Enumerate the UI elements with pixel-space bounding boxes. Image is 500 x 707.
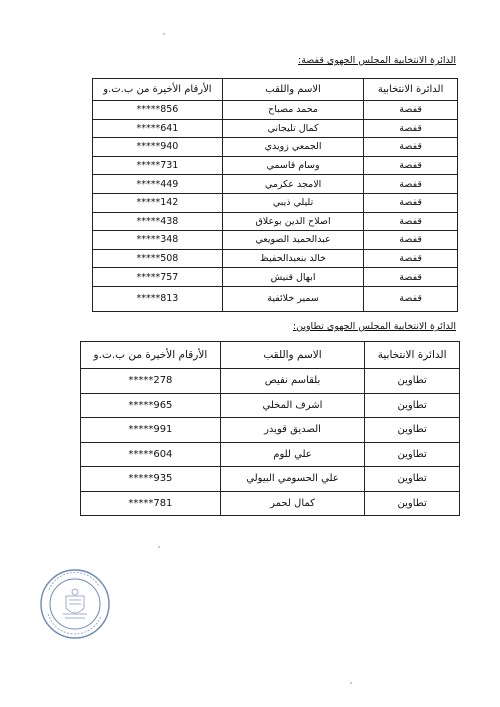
district-cell: قفصة	[364, 119, 458, 138]
district-cell: قفصة	[364, 212, 458, 231]
name-cell: اشرف المخلي	[220, 393, 364, 418]
candidates-table-gafsa	[92, 78, 458, 312]
id-digits-value: *****940	[136, 141, 179, 153]
id-digits-cell	[81, 467, 221, 492]
name-cell: سمير خلائفية	[222, 286, 363, 311]
id-digits-value: *****604	[128, 448, 173, 460]
header-digits: الأرقام الأخيرة من ب.ت.و	[93, 79, 223, 101]
district-cell: قفصة	[364, 286, 458, 311]
id-digits-value: *****757	[136, 271, 179, 283]
district-cell: تطاوين	[365, 442, 460, 467]
id-digits-cell	[93, 193, 223, 212]
district-cell: قفصة	[364, 193, 458, 212]
id-digits-value: *****781	[128, 497, 173, 509]
id-digits-value: *****641	[136, 122, 179, 134]
name-cell: كمال لحمر	[220, 491, 364, 516]
id-digits-cell	[93, 286, 223, 311]
id-digits-value: *****991	[128, 424, 173, 436]
id-digits-value: *****935	[128, 473, 173, 485]
header-district: الدائرة الانتخابية	[365, 342, 460, 369]
id-digits-value: *****813	[136, 293, 179, 305]
speck	[158, 546, 160, 548]
table-row	[81, 369, 460, 394]
name-cell: خالد بنعبدالحفيظ	[222, 249, 363, 268]
section-heading-gafsa: الدائرة الانتخابية المجلس الجهوي قفصة:	[298, 55, 456, 66]
table-row	[93, 286, 458, 311]
name-cell: تليلي ذيبي	[222, 193, 363, 212]
table-row	[81, 418, 460, 443]
name-cell: وسام قاسمي	[222, 156, 363, 175]
district-cell: قفصة	[364, 249, 458, 268]
id-digits-value: *****438	[136, 215, 179, 227]
district-cell: قفصة	[364, 101, 458, 120]
district-cell: قفصة	[364, 156, 458, 175]
name-cell: الامجد عكرمي	[222, 175, 363, 194]
district-cell: قفصة	[364, 268, 458, 287]
name-cell: محمد مصباح	[222, 101, 363, 120]
table-header-row	[93, 79, 458, 101]
district-cell: تطاوين	[365, 491, 460, 516]
name-cell: علي الحسومي البيولي	[220, 467, 364, 492]
table-row	[93, 193, 458, 212]
district-cell: تطاوين	[365, 393, 460, 418]
id-digits-value: *****278	[128, 375, 173, 387]
id-digits-cell	[81, 369, 221, 394]
id-digits-cell	[93, 101, 223, 120]
official-seal	[39, 568, 111, 640]
id-digits-cell	[93, 249, 223, 268]
district-cell: تطاوين	[365, 467, 460, 492]
table-row	[81, 442, 460, 467]
id-digits-value: *****508	[136, 253, 179, 265]
name-cell: اصلاح الدين بوعلاق	[222, 212, 363, 231]
id-digits-value: *****965	[128, 399, 173, 411]
name-cell: الجمعي زويدي	[222, 138, 363, 157]
id-digits-cell	[93, 138, 223, 157]
id-digits-value: *****348	[136, 234, 179, 246]
header-name: الاسم واللقب	[220, 342, 364, 369]
id-digits-cell	[81, 418, 221, 443]
id-digits-cell	[81, 442, 221, 467]
name-cell: الصديق قويدر	[220, 418, 364, 443]
name-cell: كمال تليجاني	[222, 119, 363, 138]
table-row	[81, 491, 460, 516]
id-digits-value: *****449	[136, 178, 179, 190]
id-digits-cell	[93, 119, 223, 138]
table-row	[93, 138, 458, 157]
district-cell: قفصة	[364, 231, 458, 250]
table-row	[81, 467, 460, 492]
table-row	[93, 249, 458, 268]
name-cell: بلقاسم نفيص	[220, 369, 364, 394]
id-digits-cell	[93, 175, 223, 194]
table-row	[93, 175, 458, 194]
id-digits-value: *****856	[136, 104, 179, 116]
id-digits-value: *****142	[136, 197, 179, 209]
id-digits-cell	[93, 212, 223, 231]
header-district: الدائرة الانتخابية	[364, 79, 458, 101]
table-row	[93, 212, 458, 231]
table-row	[93, 101, 458, 120]
district-cell: تطاوين	[365, 369, 460, 394]
table-row	[81, 393, 460, 418]
section-heading-tataouine: الدائرة الانتخابية المجلس الجهوي تطاوين:	[292, 321, 456, 332]
name-cell: علي للوم	[220, 442, 364, 467]
id-digits-cell	[81, 393, 221, 418]
candidates-table-tataouine	[80, 341, 460, 516]
id-digits-value: *****731	[136, 160, 179, 172]
table-row	[93, 119, 458, 138]
table-row	[93, 231, 458, 250]
district-cell: تطاوين	[365, 418, 460, 443]
header-digits: الأرقام الأخيرة من ب.ت.و	[81, 342, 221, 369]
speck	[350, 682, 352, 684]
district-cell: قفصة	[364, 138, 458, 157]
id-digits-cell	[93, 156, 223, 175]
district-cell: قفصة	[364, 175, 458, 194]
name-cell: عبدالحميد الصويعي	[222, 231, 363, 250]
table-row	[93, 156, 458, 175]
id-digits-cell	[81, 491, 221, 516]
table-header-row	[81, 342, 460, 369]
table-row	[93, 268, 458, 287]
id-digits-cell	[93, 268, 223, 287]
speck	[163, 33, 165, 35]
name-cell: ابهال قنيش	[222, 268, 363, 287]
header-name: الاسم واللقب	[222, 79, 363, 101]
id-digits-cell	[93, 231, 223, 250]
